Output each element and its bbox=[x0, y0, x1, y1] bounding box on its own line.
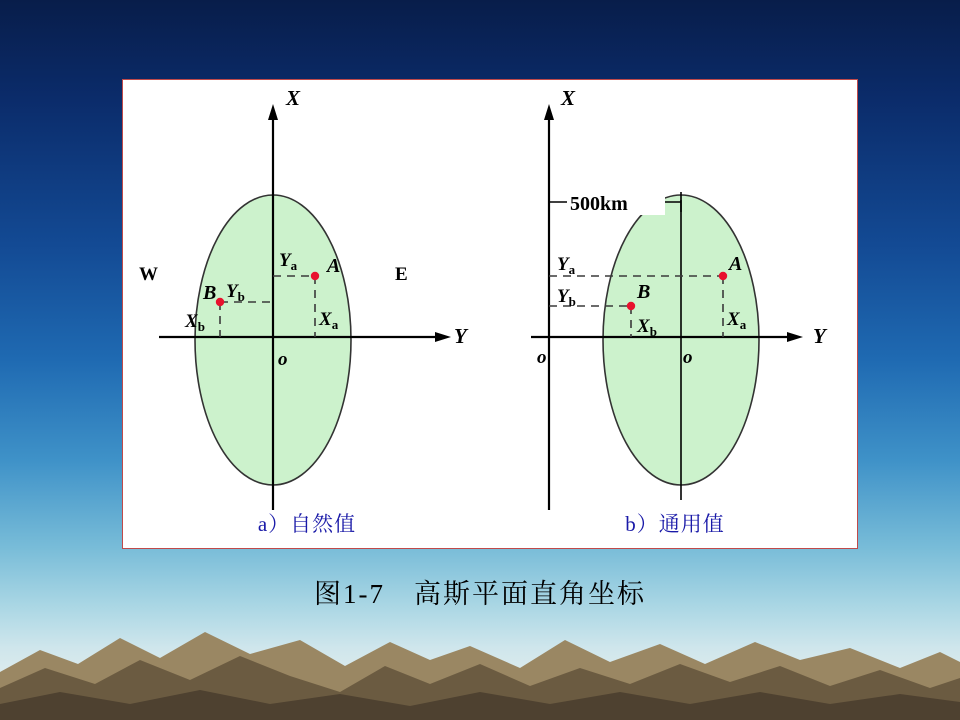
coord-label-xa-b: $X_a$ bbox=[727, 309, 747, 332]
diagram-natural-value bbox=[123, 80, 491, 550]
axis-label-y-b: Y bbox=[813, 324, 826, 348]
figure-frame bbox=[122, 79, 858, 549]
x-axis-arrow-a bbox=[268, 104, 278, 120]
y-axis-arrow-b bbox=[787, 332, 803, 342]
origin-label-center-b: o bbox=[683, 347, 693, 368]
coord-label-yb-a: $Y_b$ bbox=[226, 281, 245, 304]
panel-general-value bbox=[491, 80, 859, 550]
coord-label-xa-a: $X_a$ bbox=[319, 309, 339, 332]
direction-label-east: E bbox=[395, 264, 408, 285]
panel-a-caption: a）自然值 bbox=[257, 512, 357, 536]
panel-natural-value bbox=[123, 80, 491, 550]
coord-label-xb-a: $X_b$ bbox=[185, 311, 205, 334]
diagram-general-value bbox=[491, 80, 859, 550]
offset-label-500km: 500km bbox=[570, 193, 628, 215]
axis-label-y-a: Y bbox=[454, 324, 467, 348]
point-label-b: B bbox=[203, 282, 217, 304]
axis-label-x-a: X bbox=[286, 86, 301, 110]
direction-label-west: W bbox=[139, 264, 158, 285]
panel-b-caption: b）通用值 bbox=[625, 512, 725, 536]
axis-label-x-b: X bbox=[561, 86, 576, 110]
origin-label-left-b: o bbox=[537, 347, 547, 368]
coord-label-ya-a: $Y_a$ bbox=[279, 250, 298, 273]
coord-label-yb-b: $Y_b$ bbox=[557, 286, 576, 309]
y-axis-arrow-a bbox=[435, 332, 451, 342]
point-label-a: A bbox=[327, 255, 341, 277]
point-marker-b bbox=[216, 298, 224, 306]
figure-caption: 图1-7 高斯平面直角坐标 bbox=[314, 579, 646, 609]
coord-label-ya-b: $Y_a$ bbox=[557, 254, 576, 277]
point-marker-a bbox=[311, 272, 319, 280]
mountain-silhouette-decoration bbox=[0, 580, 960, 720]
point-label-a-b: A bbox=[729, 253, 743, 275]
point-marker-a-b bbox=[719, 272, 727, 280]
coord-label-xb-b: $X_b$ bbox=[637, 316, 657, 339]
point-label-b-b: B bbox=[637, 281, 651, 303]
point-marker-b-b bbox=[627, 302, 635, 310]
x-axis-arrow-b bbox=[544, 104, 554, 120]
origin-label-a: o bbox=[278, 349, 288, 370]
